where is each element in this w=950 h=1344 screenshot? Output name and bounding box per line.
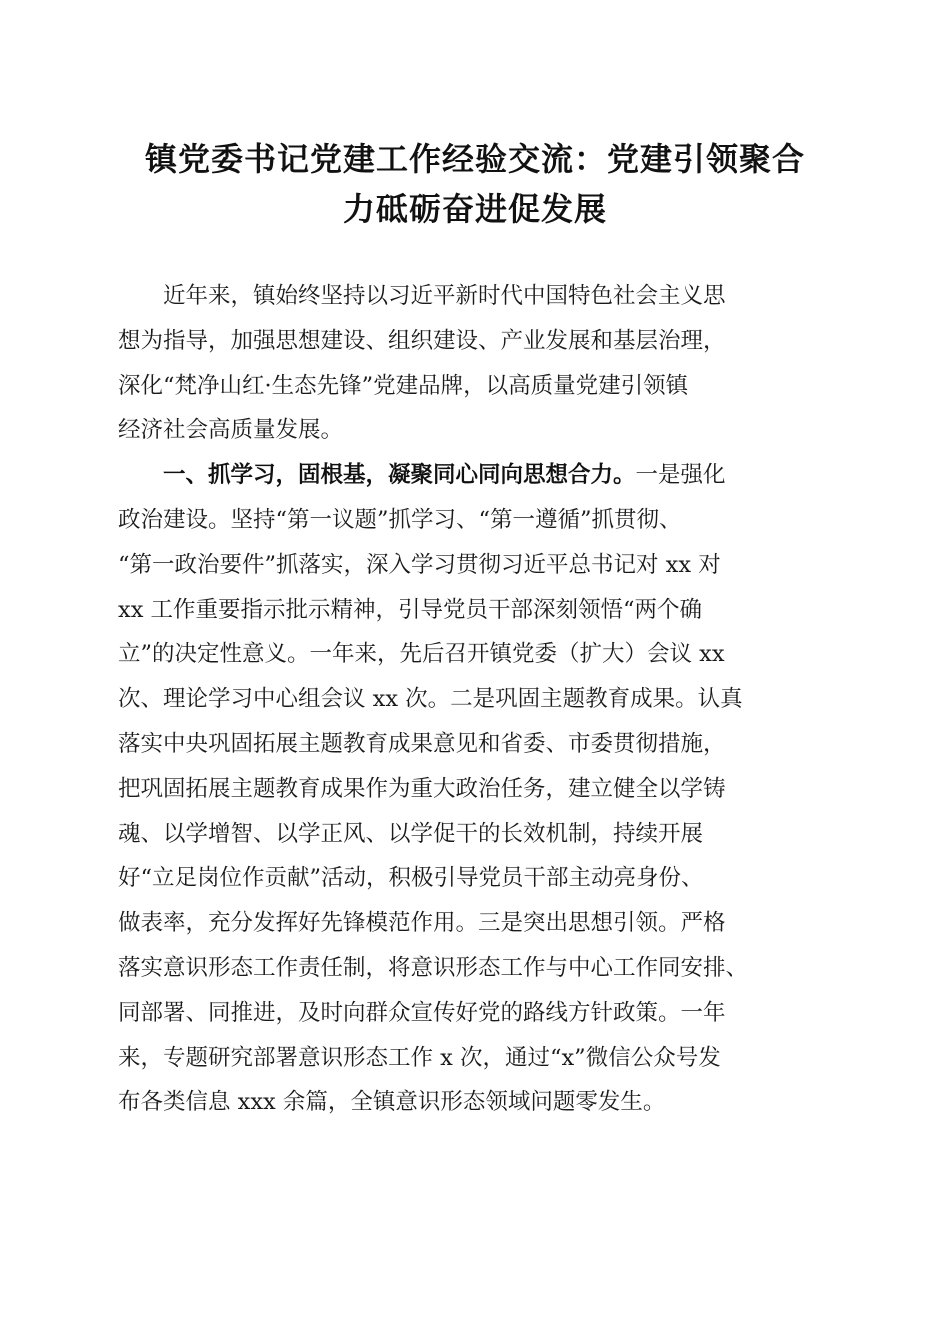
- intro-line-1: 近年来，镇始终坚持以习近平新时代中国特色社会主义思: [118, 283, 726, 309]
- intro-line-3: 深化“梵净山红·生态先锋”党建品牌，以高质量党建引领镇: [118, 372, 689, 399]
- section-1-line: 魂、以学增智、以学正风、以学促干的长效机制，持续开展: [118, 820, 704, 847]
- intro-line-2: 想为指导，加强思想建设、组织建设、产业发展和基层治理，: [118, 327, 726, 354]
- section-1-line: 立”的决定性意义。一年来，先后召开镇党委（扩大）会议 xx: [118, 641, 725, 668]
- section-1-line: 落实意识形态工作责任制，将意识形态工作与中心工作同安排、: [118, 954, 749, 981]
- section-1-first-line-rest: 一是强化: [635, 462, 726, 489]
- section-1-line: 把巩固拓展主题教育成果作为重大政治任务，建立健全以学铸: [118, 775, 726, 802]
- section-1-line: 布各类信息 xxx 余篇，全镇意识形态领域问题零发生。: [118, 1089, 666, 1116]
- title-line-2: 力砥砺奋进促发展: [342, 190, 607, 228]
- section-1-line: 落实中央巩固拓展主题教育成果意见和省委、市委贯彻措施，: [118, 730, 726, 757]
- section-1-line: 做表率，充分发挥好先锋模范作用。三是突出思想引领。严格: [118, 910, 726, 937]
- section-1-line: xx 工作重要指示批示精神，引导党员干部深刻领悟“两个确: [118, 596, 703, 623]
- section-1-line: 次、理论学习中心组会议 xx 次。二是巩固主题教育成果。认真: [118, 686, 743, 713]
- section-1-line: 好“立足岗位作贡献”活动，积极引导党员干部主动亮身份、: [118, 865, 704, 892]
- section-1-line: 政治建设。坚持“第一议题”抓学习、“第一遵循”抓贯彻、: [118, 506, 682, 533]
- section-1-heading: 一、抓学习，固根基，凝聚同心同向思想合力。: [118, 462, 636, 489]
- section-1-line: “第一政治要件”抓落实，深入学习贯彻习近平总书记对 xx 对: [118, 551, 721, 578]
- title-line-1: 镇党委书记党建工作经验交流：党建引领聚合: [144, 140, 805, 178]
- section-1-line: 同部署、同推进，及时向群众宣传好党的路线方针政策。一年: [118, 999, 726, 1026]
- intro-line-4: 经济社会高质量发展。: [118, 417, 344, 444]
- intro-paragraph: [118, 274, 830, 453]
- document-title: [100, 134, 850, 234]
- document-body: [118, 274, 830, 1125]
- section-1-line: 来，专题研究部署意识形态工作 x 次，通过“x”微信公众号发: [118, 1044, 721, 1071]
- section-1-first-line: [118, 453, 830, 498]
- section-1-paragraph: [118, 453, 830, 1125]
